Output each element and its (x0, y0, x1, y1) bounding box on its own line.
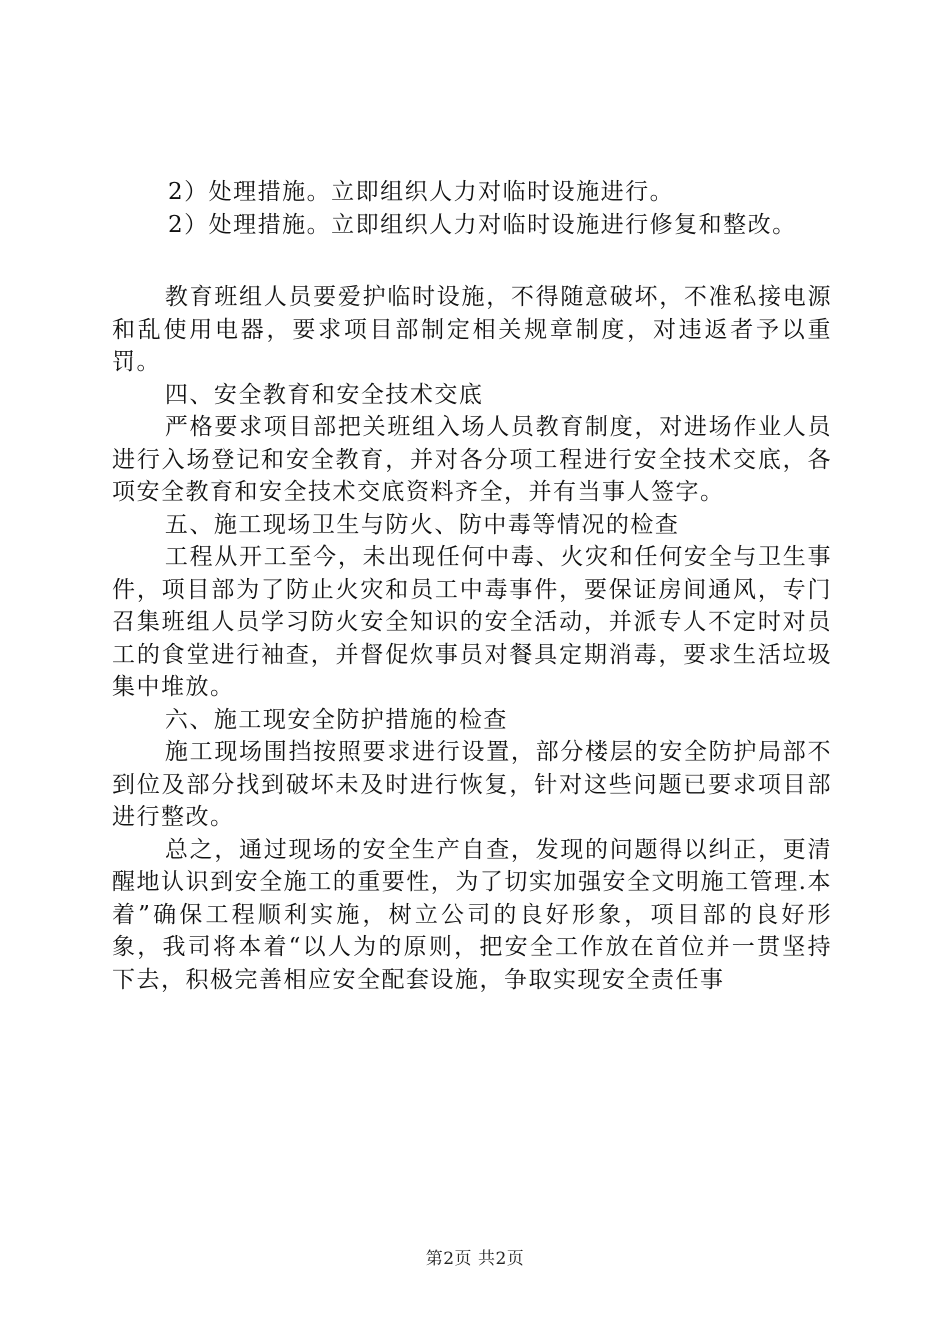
document-body (112, 176, 832, 996)
measure-line-2: 2）处理措施。立即组织人力对临时设施进行修复和整改。 (168, 211, 797, 238)
paragraph-summary: 总之，通过现场的安全生产自查，发现的问题得以纠正，更清醒地认识到安全施工的重要性，为了切实加强安全文明施工管理.本着”确保工程顺利实施，树立公司的良好形象，项目部的良好形象，我司将本着“以人为的原则，把安全工作放在首位并一贯坚持下去，积极完善相应安全配套设施，争取实现安全责任事 (112, 836, 832, 993)
paragraph-education-facilities: 教育班组人员要爱护临时设施，不得随意破坏，不准私接电源和乱使用电器，要求项目部制定相关规章制度，对违返者予以重罚。 (112, 284, 832, 375)
paragraph-hygiene-fire: 工程从开工至今，未出现任何中毒、火灾和任何安全与卫生事件，项目部为了防止火灾和员工中毒事件，要保证房间通风，专门召集班组人员学习防火安全知识的安全活动，并派专人不定时对员工的食堂进行袖查，并督促炊事员对餐具定期消毒，要求生活垃圾集中堆放。 (112, 544, 832, 700)
paragraph-spacer (112, 241, 832, 281)
paragraph-protection-measures: 施工现场围挡按照要求进行设置，部分楼层的安全防护局部不到位及部分找到破坏未及时进行恢复，针对这些问题已要求项目部进行整改。 (112, 739, 832, 830)
section-heading-6: 六、施工现安全防护措施的检查 (164, 706, 508, 733)
section-heading-4: 四、安全教育和安全技术交底 (164, 381, 484, 408)
section-heading-5: 五、施工现场卫生与防火、防中毒等情况的检查 (164, 511, 680, 538)
paragraph-safety-education: 严格要求项目部把关班组入场人员教育制度，对进场作业人员进行入场登记和安全教育，并对各分项工程进行安全技术交底，各项安全教育和安全技术交底资料齐全，并有当事人签字。 (112, 414, 832, 505)
page-number-footer: 第2页 共2页 (425, 1249, 525, 1269)
measure-line-1: 2）处理措施。立即组织人力对临时设施进行。 (168, 179, 675, 205)
